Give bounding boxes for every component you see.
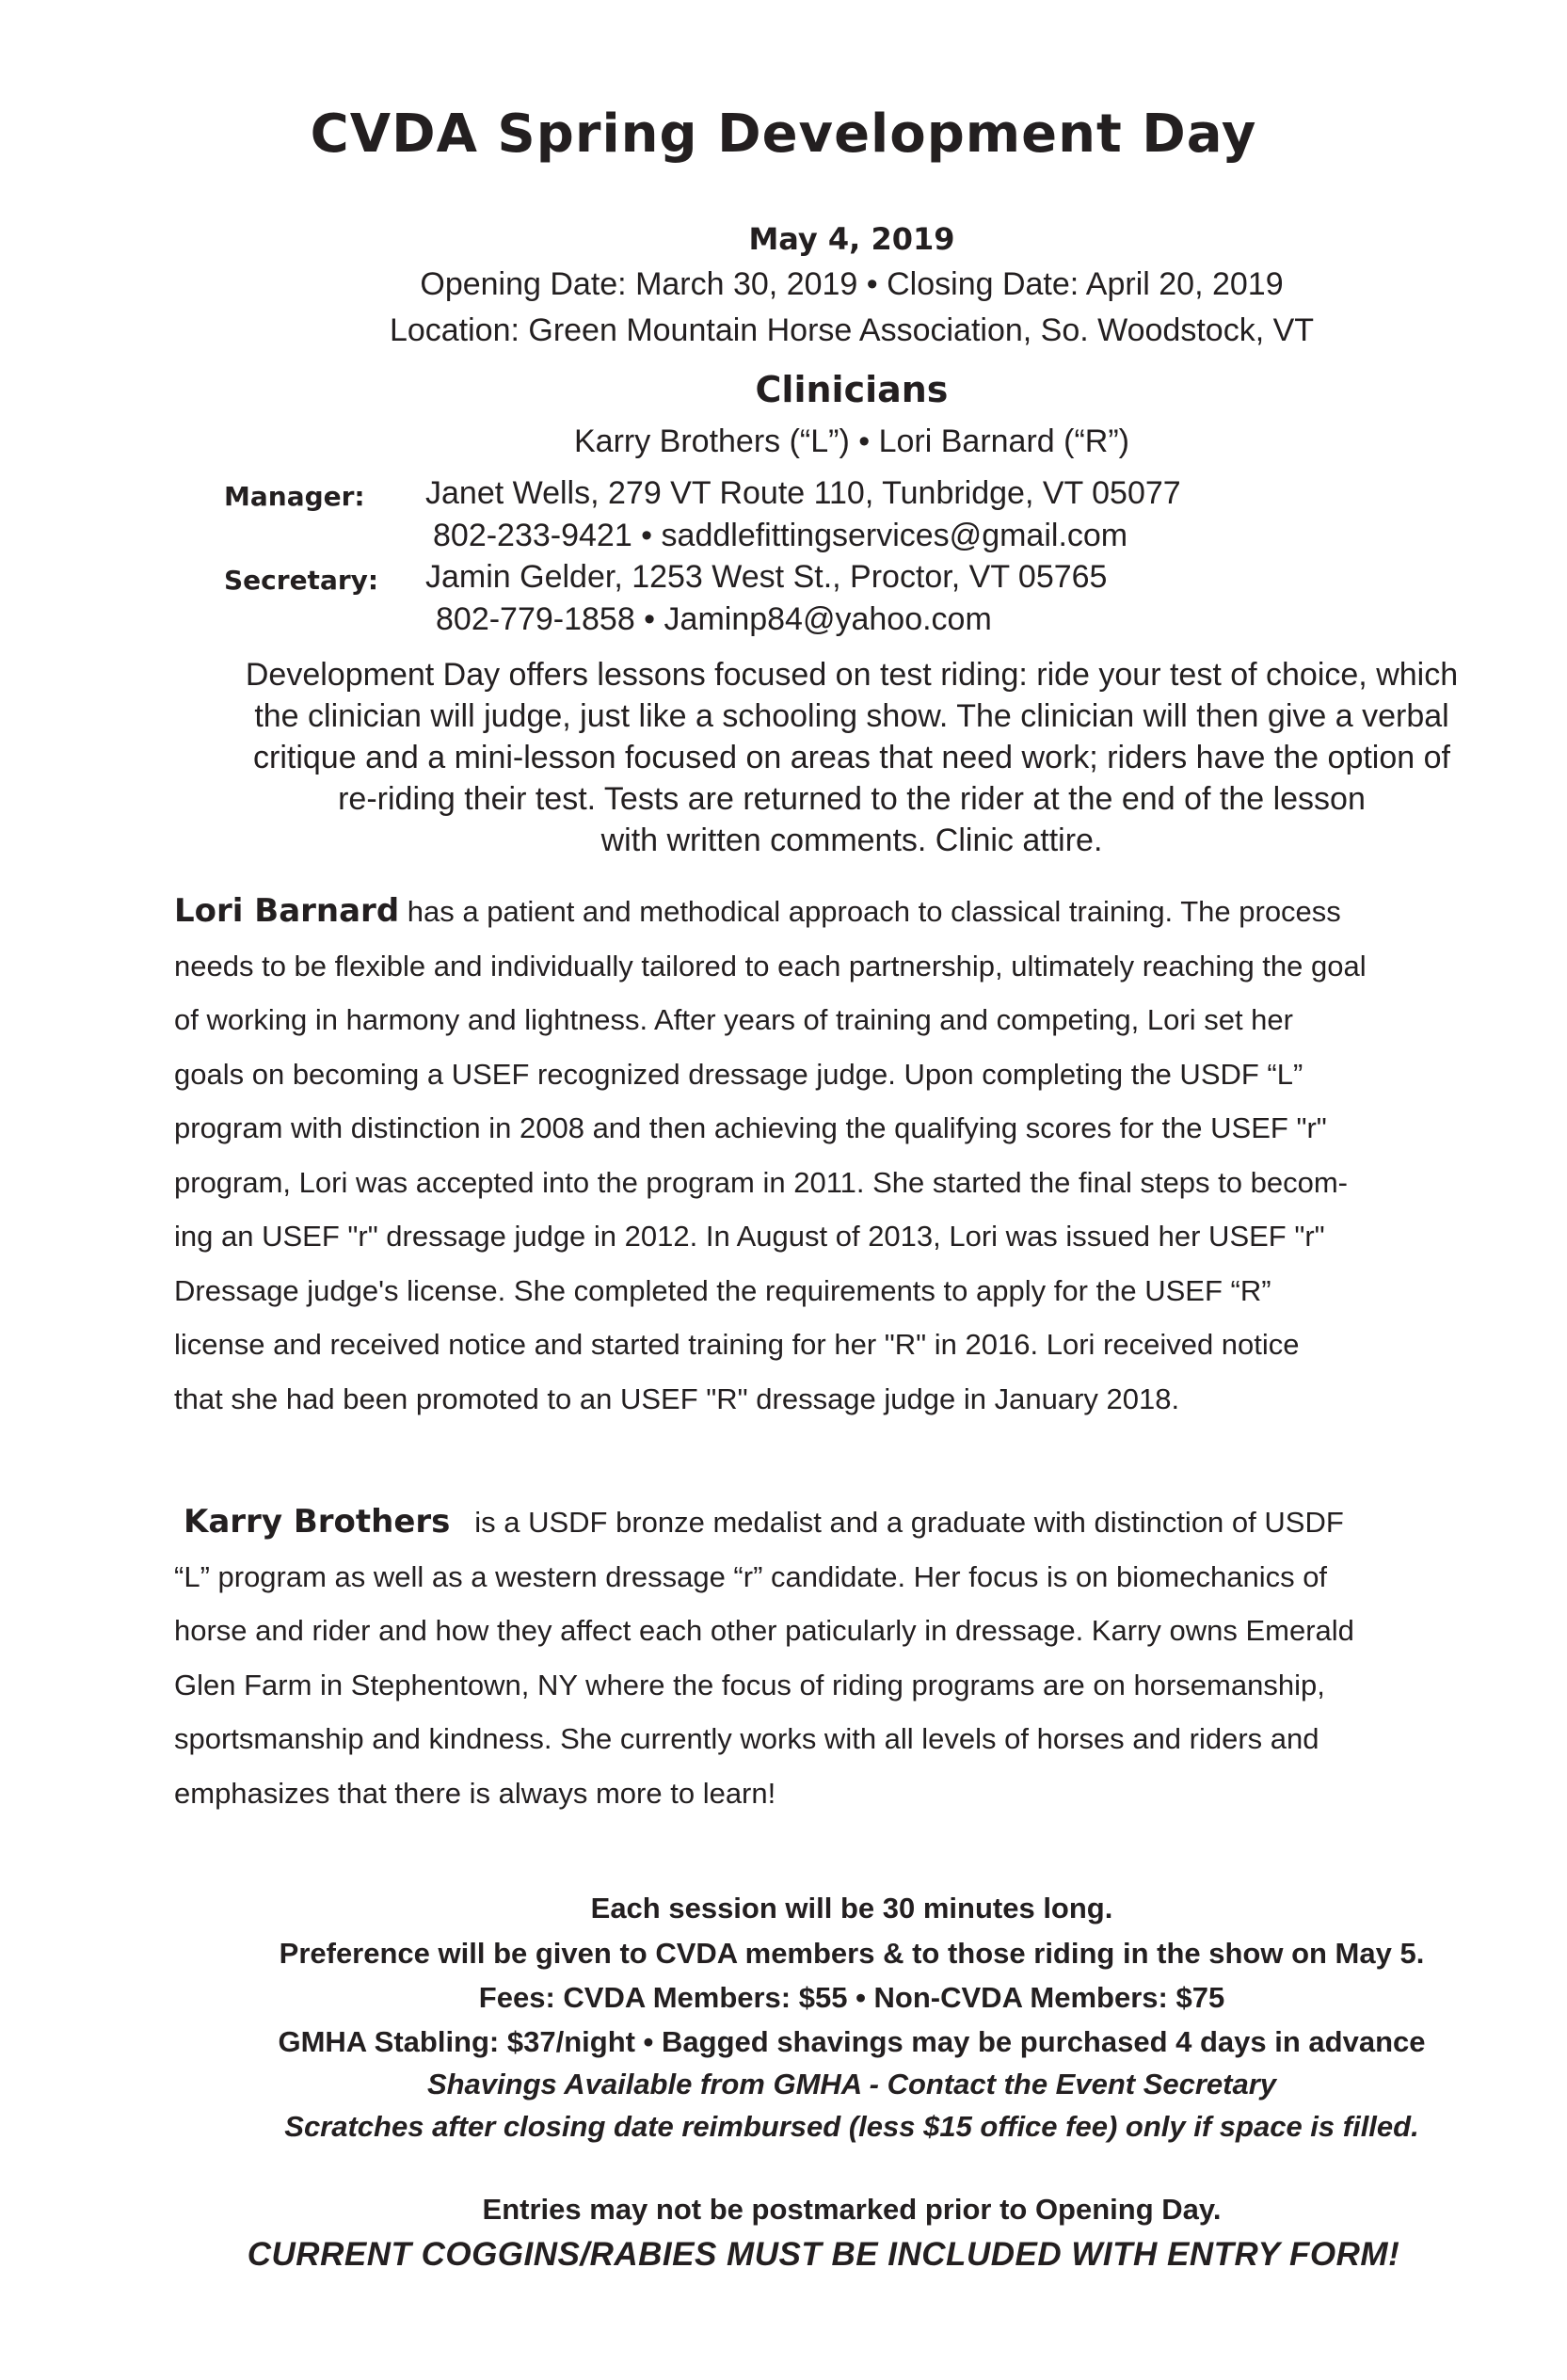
secretary-label: Secretary: [224,565,379,596]
clinicians-names: Karry Brothers (“L”) • Lori Barnard (“R”) [573,423,1129,459]
bio-name-karry: Karry Brothers [184,1503,451,1541]
bio-line: horse and rider and how they affect each other paticularly in dressage. Karry owns Emerald [174,1614,1354,1647]
bio-line: license and received notice and started training for her "R" in 2016. Lori received notice [174,1328,1300,1361]
dates-line: Opening Date: March 30, 2019 • Closing Date: April 20, 2019 [420,266,1284,302]
session-length: Each session will be 30 minutes long. [590,1892,1113,1925]
entries-note: Entries may not be postmarked prior to Opening Day. [482,2193,1222,2226]
coggins-warning: CURRENT COGGINS/RABIES MUST BE INCLUDED WITH ENTRY FORM! [247,2236,1400,2273]
scratches-note: Scratches after closing date reimbursed (less $15 office fee) only if space is filled. [284,2110,1419,2143]
bio-line: program, Lori was accepted into the program in 2011. She started the final steps to becom- [174,1165,1348,1199]
bio-line: needs to be flexible and individually tailored to each partnership, ultimately reaching the goal [174,949,1367,982]
bio-line: ing an USEF "r" dressage judge in 2012. In August of 2013, Lori was issued her USEF "r" [174,1220,1325,1253]
bio-karry-brothers [174,1495,1539,1820]
bio-line: is a USDF bronze medalist and a graduate with distinction of USDF [450,1506,1344,1539]
bio-line: Dressage judge's license. She completed the requirements to apply for the USEF “R” [174,1273,1271,1307]
bio-name-lori: Lori Barnard [174,892,400,930]
bio-line: goals on becoming a USEF recognized dressage judge. Upon completing the USDF “L” [174,1057,1303,1091]
clinicians-heading: Clinicians [755,369,949,410]
page-title: CVDA Spring Development Day [310,104,1257,165]
bio-line: emphasizes that there is always more to learn! [174,1776,776,1810]
stabling-line: GMHA Stabling: $37/night • Bagged shavings may be purchased 4 days in advance [278,2025,1426,2058]
manager-line-1: Janet Wells, 279 VT Route 110, Tunbridge, VT 05077 [425,475,1181,511]
description-line: re-riding their test. Tests are returned to the rider at the end of the lesson [338,781,1366,817]
preference-note: Preference will be given to CVDA members & to those riding in the show on May 5. [279,1937,1425,1970]
fees-line: Fees: CVDA Members: $55 • Non-CVDA Members: $75 [478,1981,1225,2014]
secretary-line-2: 802-779-1858 • Jaminp84@yahoo.com [436,601,992,637]
manager-line-2: 802-233-9421 • saddlefittingservices@gmail.com [433,518,1128,553]
description-line: critique and a mini-lesson focused on areas that need work; riders have the option of [253,740,1450,775]
description-line: with written comments. Clinic attire. [600,823,1103,858]
description-line: Development Day offers lessons focused on test riding: ride your test of choice, which [245,657,1459,693]
shavings-note: Shavings Available from GMHA - Contact the Event Secretary [426,2068,1277,2100]
bio-line: program with distinction in 2008 and then achieving the qualifying scores for the USEF "r" [174,1111,1327,1144]
location-line: Location: Green Mountain Horse Association, So. Woodstock, VT [389,312,1315,348]
manager-label: Manager: [224,481,365,512]
bio-line: that she had been promoted to an USEF "R" dressage judge in January 2018. [174,1382,1180,1415]
bio-line: has a patient and methodical approach to classical training. The process [399,895,1341,928]
secretary-line-1: Jamin Gelder, 1253 West St., Proctor, VT 05765 [425,559,1108,595]
bio-line: of working in harmony and lightness. After years of training and competing, Lori set her [174,1003,1293,1036]
description-line: the clinician will judge, just like a schooling show. The clinician will then give a verbal [254,698,1449,734]
event-date: May 4, 2019 [748,221,955,257]
description-block [141,654,1562,861]
bio-line: Glen Farm in Stephentown, NY where the focus of riding programs are on horsemanship, [174,1668,1325,1701]
bio-line: “L” program as well as a western dressage “r” candidate. Her focus is on biomechanics of [174,1559,1328,1593]
bio-line: sportsmanship and kindness. She currently works with all levels of horses and riders and [174,1722,1319,1755]
bio-lori-barnard [174,885,1529,1426]
